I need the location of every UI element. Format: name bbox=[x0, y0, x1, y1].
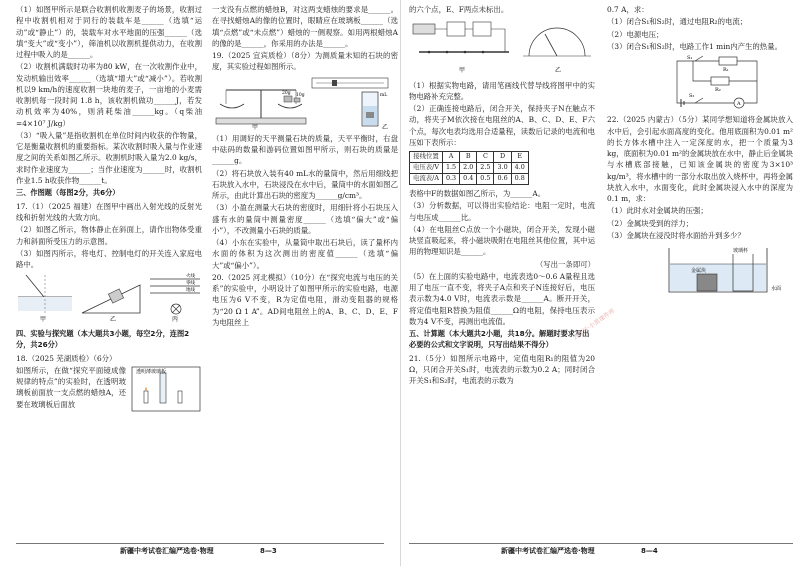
q18-heading: 18.（2025 芜湖质检）（6分） bbox=[16, 353, 117, 363]
table-row bbox=[410, 163, 529, 174]
q17-figure bbox=[16, 271, 202, 323]
fig19-unit-ml: mL bbox=[380, 92, 388, 98]
fig17-label-jia: 甲 bbox=[40, 316, 47, 324]
q22-text: 22.（2025 内蒙古）（5分）某同学想知道将金属块放入水中后，会引起水面高度的变化。他用底面积为0.01 m²的长方体水槽中注入一定深度的水，把一个质量为3 kg，底面积为0.01 m²的金属块放在水中，静止后金属块与水槽底部接触，已知该金属块的密度为3×10³ kg/m³，将水槽中的一部分水取出放入烧杯中，再将金属块放入水中，水面变化，此时金属块浸入水中的深度为0.1 m，求： bbox=[607, 115, 793, 203]
q21-circuit-figure bbox=[607, 53, 793, 111]
q20-figure bbox=[409, 16, 595, 76]
table-cell: 2.0 bbox=[460, 163, 477, 174]
table-cell: B bbox=[460, 152, 477, 163]
q20-part2: （2）正确连接电路后，闭合开关，保持夹子N在触点不动，将夹子M依次接在电阻丝的A、B、C、D、E、F六个点，每次电表均选用合适量程，读数后记录的电流和电压如下表所示： bbox=[409, 104, 595, 147]
q18-text: 如图所示，在做“探究平面镜成像规律的特点”的实验时，在透明玻璃板前面放一支点燃的蜡烛A，还要在玻璃板后面放 bbox=[16, 365, 126, 409]
right-footer bbox=[401, 546, 800, 560]
right-footer-line bbox=[409, 543, 793, 544]
q21-part2: （2）电源电压； bbox=[607, 29, 664, 39]
q20-part1: （1）根据实物电路，请用笔画线代替导线将图甲中的实物电路补充完整。 bbox=[409, 80, 595, 101]
fig22-label-metal: 金属块 bbox=[691, 268, 707, 274]
section-4-heading: 四、实验与探究题（本大题共3小题，每空2分，连图2分，共26分） bbox=[16, 328, 190, 349]
table-header-row bbox=[410, 152, 529, 163]
table-cell: 接线位置 bbox=[410, 152, 443, 163]
fig21-label-r1: R₁ bbox=[723, 67, 729, 73]
left-footer bbox=[0, 546, 400, 560]
q16-part3: （3）“吸入量”是指收割机在单位时间内收获的作物量，它是衡量收割机的重要指标。某次收割时吸入量与作业速度之间的关系如图乙所示。收割机时吸入量为2.0 kg/s，求时作业速度为______；当作业速度为______时，收割机作业1.5 h收获作物______t。 bbox=[16, 130, 202, 185]
fig17-label-live: 火线 bbox=[186, 274, 195, 280]
q19-part2: （2）将石块放入装有40 mL水的量筒中，然后用细线把石块放入水中，石块浸没在水中后，量筒中的水面如图乙所示，由此计算出石块的密度为______g/cm³。 bbox=[212, 168, 398, 200]
table-cell: C bbox=[477, 152, 494, 163]
left-page-number: 8—3 bbox=[260, 547, 277, 555]
q18-continued: 一支没有点燃的蜡烛B，对这两支蜡烛的要求是______。在寻找蜡烛A的像的位置时，眼睛应在玻璃板______（选填“点燃”或“未点燃”）蜡烛的一侧观察。如用两根蜡烛A的像的是______，你采用的办法是______。 bbox=[212, 5, 398, 48]
fig18-label: 透明薄玻璃板 bbox=[136, 368, 167, 375]
table-cell: 3.0 bbox=[494, 163, 511, 174]
fig22-label-water: 水面 bbox=[771, 286, 782, 292]
q22-part3: （3）金属块在浸没时将水面抬升到多少？ bbox=[607, 230, 745, 240]
table-cell: 0.5 bbox=[477, 174, 494, 185]
left-footer-line bbox=[16, 543, 384, 544]
q19-heading: 19.（2025 宜宾质检）（8分）为测质量未知的石块的密度，其实验过程如图所示。 bbox=[212, 51, 398, 72]
q17-part3: （3）如图丙所示，将电灯、控制电灯的开关连入家庭电路中。 bbox=[16, 248, 202, 270]
fig21-label-ammeter: A bbox=[737, 101, 741, 107]
fig21-label-s2: S₂ bbox=[689, 93, 695, 99]
q16-part2: （2）收割机满载时功率为80 kW，在一次收割作业中，发动机输出效率______（选填“增大”或“减小”）。若收割机以9 km/h的速度收割一块地的麦子，一亩地的小麦需收割机每一段时间 1.8 h，该收割机做功______J，若发动机效率为40%，则消耗柴油______kg。（q柴油=4×10⁷ J/kg） bbox=[16, 62, 202, 128]
fig19-label-yi: 乙 bbox=[382, 123, 389, 130]
q21-continued: 0.7 A，求： bbox=[607, 5, 649, 14]
table-cell: 2.5 bbox=[477, 163, 494, 174]
q17-part1: 17.（1）（2025 福建）在图甲中画出入射光线的反射光线和折射光线的大致方向。 bbox=[16, 201, 202, 223]
fig20-label-jia: 甲 bbox=[459, 67, 466, 75]
q22-figure bbox=[607, 242, 793, 298]
right-column-1 bbox=[409, 4, 595, 388]
left-footer-title: 新疆中考试卷汇编严选卷·物理 bbox=[120, 547, 214, 555]
q17-part2: （2）如图乙所示，物体静止在斜面上，请作出物体受重力和斜面所受压力的示意图。 bbox=[16, 225, 202, 246]
q18-figure bbox=[130, 365, 202, 413]
fig19-weight-20g: 20g bbox=[282, 90, 291, 96]
table-cell: 0.3 bbox=[442, 174, 459, 185]
table-row bbox=[410, 174, 529, 185]
q21-part3: （3）闭合S₁和S₂时，电路工作1 min内产生的热量。 bbox=[607, 41, 782, 51]
right-column-2 bbox=[607, 4, 793, 301]
q16-part1: （1）如图甲所示是联合收割机收割麦子的场景，收割过程中收割机相对于同行的装载车是______（选填“运动”或“静止”）的，装载车对水平地面的压强______（选填“变大”或“变小”），筛油机以收割机提供动力，在收割过程中吸入的是______。 bbox=[16, 5, 202, 59]
fig17-label-neutral: 零线 bbox=[186, 281, 195, 287]
q21-text: 21.（5分）如图所示电路中，定值电阻R₁的阻值为20 Ω，只闭合开关S₁时，电流表的示数为0.2 A；同时闭合开关S₁和S₂时，电流表的示数为 bbox=[409, 353, 595, 386]
right-page-number: 8—4 bbox=[641, 547, 658, 555]
section-5-heading: 五、计算题（本大题共2小题，共18分。解题时要求写出必要的公式和文字说明，只写出结果不得分） bbox=[409, 329, 590, 349]
q20-part6: （5）在上面的实验电路中，电流表选0～0.6 A量程且选用了电压一直不变，将夹子A点和夹子N连接好后，电压表示数为4.0 V时，电流表示数是______A。断开开关，将定值电阻R替换为阻值______Ω的电阻，保持电压表示数为4 V不变，再测出电流值。 bbox=[409, 271, 595, 326]
fig17-label-bing: 丙 bbox=[172, 316, 179, 324]
fig19-weight-10g: 10g bbox=[296, 92, 305, 98]
table-cell: 4.0 bbox=[511, 163, 528, 174]
q19-part1: （1）用调好的天平测量石块的质量，天平平衡时，右盘中砝码的数量和游码位置如图甲所示，则石块的质量是______g。 bbox=[212, 133, 398, 166]
table-cell: 0.6 bbox=[494, 174, 511, 185]
left-column-2 bbox=[212, 4, 398, 329]
section-3-heading: 三、作图题（每图2分，共6分） bbox=[16, 188, 120, 197]
q20-part4: （3）分析数据，可以得出实验结论：电阻一定时，电流与电压成______比。 bbox=[409, 201, 595, 222]
q20-part3: 表格中F的数据如图乙所示，为______A。 bbox=[409, 189, 546, 198]
q20-heading: 20.（2025 河北模拟）（10分）在“探究电流与电压的关系”的实验中，小明设计了如图甲所示的实验电路，电源电压为6 V不变，R为定值电阻，滑动变阻器的规格为“20 Ω 1 A”。AD间电阻丝上的A、B、C、D、E、F为电阻丝上 bbox=[212, 272, 398, 327]
table-cell: A bbox=[442, 152, 459, 163]
fig21-label-s1: S₁ bbox=[687, 55, 693, 61]
q19-figure bbox=[212, 74, 398, 130]
table-cell: 0.8 bbox=[511, 174, 528, 185]
q22-part1: （1）此时水对金属块的压强； bbox=[607, 206, 708, 216]
q21-part1: （1）闭合S₁和S₂时，通过电阻R₂的电流； bbox=[607, 17, 748, 27]
fig17-label-ground: 地线 bbox=[186, 288, 195, 294]
q20-data-table bbox=[409, 151, 529, 185]
q20-continued: 的六个点，E、F两点未标出。 bbox=[409, 5, 509, 14]
q19-part3: （3）小盈在测量大石块的密度时，用细针将小石块压入盛有水的量筒中测量密度______（选填“偏大”或“偏小”），不改测量小石块的质量。 bbox=[212, 203, 398, 235]
fig22-label-cup: 玻璃杯 bbox=[733, 248, 749, 254]
right-footer-title: 新疆中考试卷汇编严选卷·物理 bbox=[501, 547, 595, 555]
q19-part4: （4）小东在实验中，从量筒中取出石块后，读了量杯内水面的体积为这次测出的密度值______（选填“偏大”或“偏小”）。 bbox=[212, 238, 398, 270]
q22-part2: （2）金属块受到的浮力； bbox=[607, 218, 694, 228]
fig17-label-yi: 乙 bbox=[110, 316, 117, 324]
fig21-label-r2: R₂ bbox=[715, 87, 721, 93]
left-column-1 bbox=[16, 4, 202, 413]
table-cell: 电压表/V bbox=[410, 163, 443, 174]
table-cell: E bbox=[511, 152, 528, 163]
table-cell: 1.5 bbox=[442, 163, 459, 174]
watermark: 公众号·小黑课件库 bbox=[571, 307, 617, 342]
q20-part5-note: （写出一条即可） bbox=[535, 259, 595, 269]
right-page bbox=[400, 0, 800, 566]
q20-part5: （4）在电阻丝C点放一个小磁块，闭合开关，发现小磁块竖直吸起来，将小磁块吸附在电阻丝其他位置，其中运用的物理知识是______。 bbox=[409, 224, 595, 257]
table-cell: 电流表/A bbox=[410, 174, 443, 185]
fig20-label-yi: 乙 bbox=[555, 67, 562, 75]
fig19-label-jia: 甲 bbox=[252, 123, 259, 130]
table-cell: D bbox=[494, 152, 511, 163]
table-cell: 0.4 bbox=[460, 174, 477, 185]
